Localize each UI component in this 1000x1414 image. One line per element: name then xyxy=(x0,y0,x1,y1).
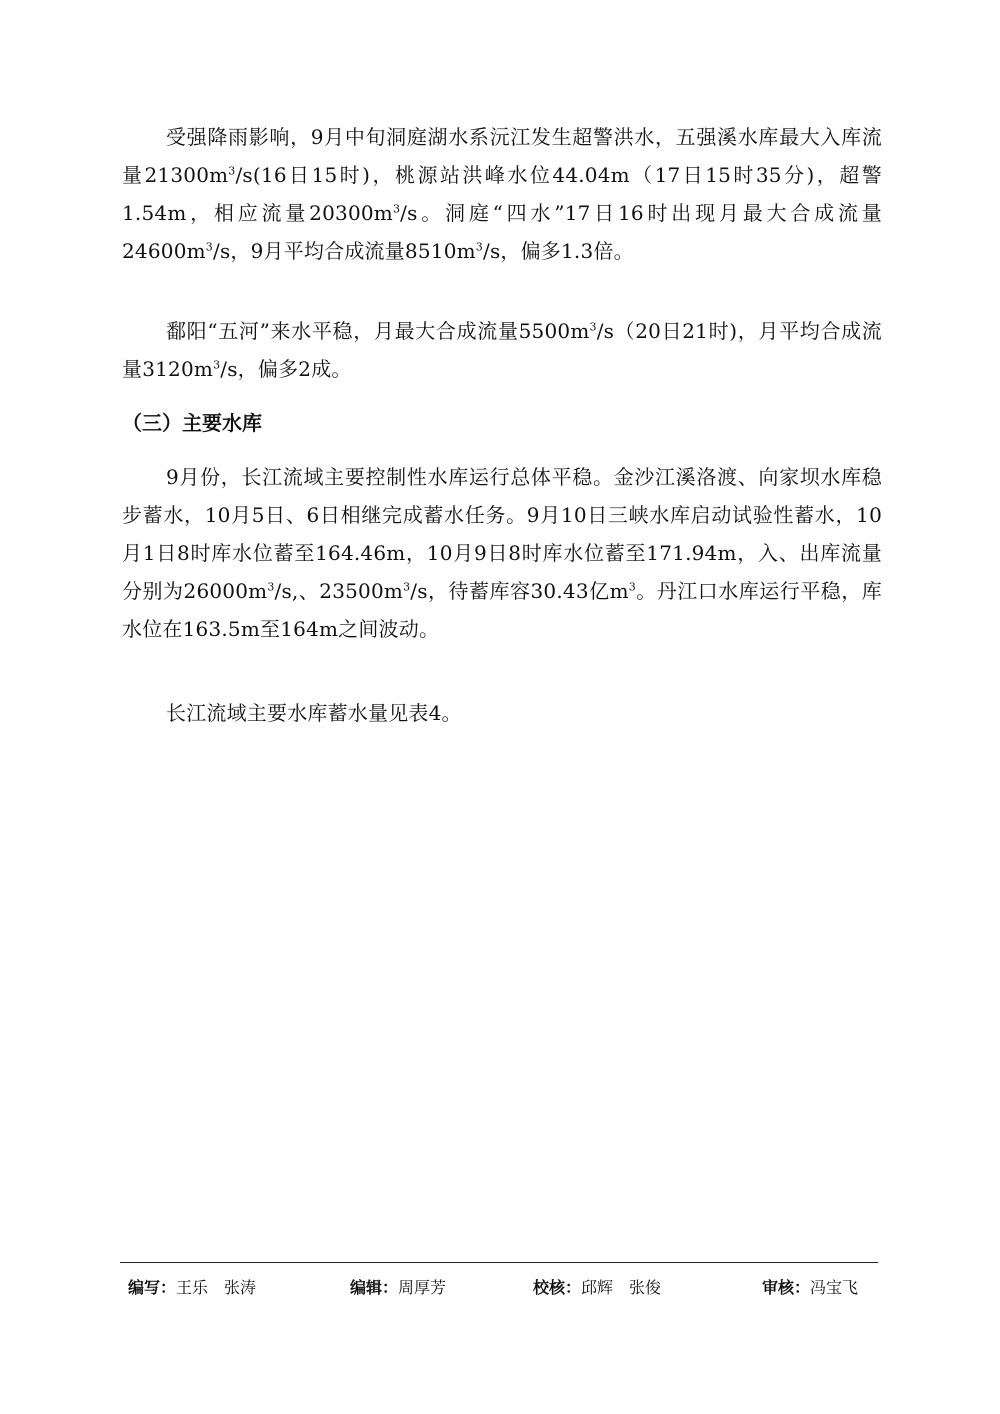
footer-reviewer-names: 冯宝飞 xyxy=(810,1278,859,1297)
footer-editor xyxy=(350,1276,446,1300)
footer-editor-label: 编辑： xyxy=(350,1278,399,1297)
paragraph-poyang-inflow: 鄱阳“五河”来水平稳，月最大合成流量$5500m^3/s(20$日21时)，月平均合成流量$3120m^3/s$，偏多2成。 xyxy=(122,319,882,381)
footer-divider xyxy=(120,1262,878,1263)
section-heading-main-reservoirs: （三）主要水库 xyxy=(122,411,262,435)
paragraph-reservoir-operation: 9月份，长江流域主要控制性水库运行总体平稳。金沙江溪洛渡、向家坝水库稳步蓄水，10月5日、6日相继完成蓄水任务。9月10日三峡水库启动试验性蓄水，10月1日8时库水位蓄至164.46m，10月9日8时库水位蓄至171.94m，入、出库流量分别为$26000m^3/s$,、$23500m^3/s$，待蓄库容30.43亿$m^3$。丹江口水库运行平稳，库水位在163.5m至164m之间波动。 xyxy=(122,465,883,641)
footer-reviewer xyxy=(762,1276,858,1300)
footer-reviewer-label: 审核： xyxy=(762,1278,811,1297)
footer-checker xyxy=(533,1276,661,1300)
footer-writer xyxy=(128,1276,256,1300)
footer-editor-names: 周厚芳 xyxy=(398,1278,447,1297)
footer-checker-names: 邱辉 张俊 xyxy=(581,1278,662,1297)
paragraph-table-reference: 长江流域主要水库蓄水量见表4。 xyxy=(166,701,462,725)
footer-writer-label: 编写： xyxy=(128,1278,177,1297)
footer-writer-names: 王乐 张涛 xyxy=(176,1278,257,1297)
paragraph-dongting-flood: 受强降雨影响，9月中旬洞庭湖水系沅江发生超警洪水，五强溪水库最大入库流量$21300m^3/s(16$日15时)，桃源站洪峰水位44.04m（17日15时35分)，超警1.54m，相应流量$20300m^3/s$。洞庭“四水”17日16时出现月最大合成流量$24600m^3/s$，9月平均合成流量$8510m^3/s$，偏多1.3倍。 xyxy=(122,125,882,263)
footer-checker-label: 校核： xyxy=(533,1278,582,1297)
